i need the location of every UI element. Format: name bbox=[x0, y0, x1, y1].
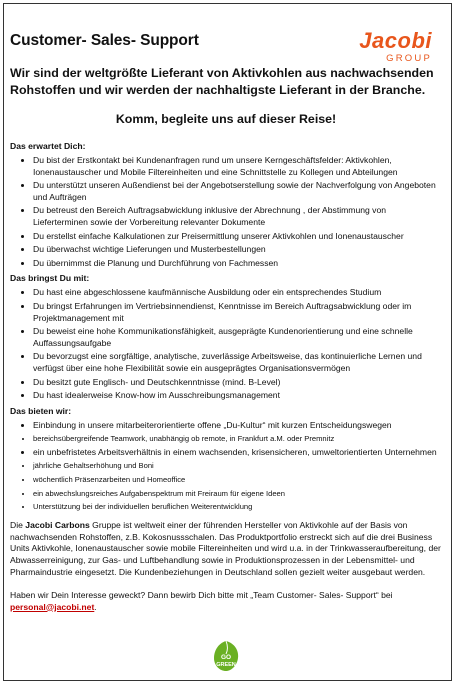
section-title: Das erwartet Dich: bbox=[10, 141, 86, 151]
section-title: Das bringst Du mit: bbox=[10, 273, 90, 284]
call-to-action bbox=[10, 590, 442, 614]
list-item: • Du bist der Erstkontakt bei Kundenanfragen rund um unsere Kerngeschäftsfelder: Aktivkohlen, Ionenaustauscher und Mobile Filtereinheiten und eine Schnittstelle zu Kollegen und Abteilungen bbox=[33, 155, 442, 178]
intro-text: Wir sind der weltgrößte Lieferant von Aktivkohlen aus nachwachsenden Rohstoffen und wir werden der nachhaltigste Lieferant in der Branche. bbox=[10, 66, 434, 97]
go-green-badge bbox=[212, 640, 240, 672]
list-item: • wöchentlich Präsenzarbeiten und Homeoffice bbox=[33, 474, 442, 486]
list-item: • Unterstützung bei der individuellen beruflichen Weiterentwicklung bbox=[33, 501, 442, 513]
list-item: • Du überwachst wichtige Lieferungen und Musterbestellungen bbox=[33, 244, 442, 256]
section-expectations bbox=[10, 141, 442, 269]
job-posting bbox=[10, 6, 442, 613]
about-text: Gruppe ist weltweit einer der führenden Hersteller von Aktivkohle auf der Basis von nachwachsenden Rohstoffen, z.B. Kokosnussschalen. Das Produktportfolio erstreckt sich auf die drei Business Units Aktivkohle, Ionenaustauscher sowie mobile Filtereinheiten und wird u.a. in der Trinkwasseraufbereitung, der Abwasserreinigung, zur Gas- und Luftbehandlung sowie in Produktionsprozessen in der Lebensmittel- und Pharmaindustrie eingesetzt. Die Kundenbeziehungen in Deutschland sollen gezielt weiter ausgebaut werden. bbox=[10, 519, 441, 578]
list-item: • Du unterstützt unseren Außendienst bei der Angebotserstellung sowie der Nachverfolgung von Angeboten und Aufträgen bbox=[33, 180, 442, 203]
list-item: • Du übernimmst die Planung und Durchführung von Fachmessen bbox=[33, 258, 442, 270]
header bbox=[10, 6, 442, 66]
list-item: • Du betreust den Bereich Auftragsabwicklung inklusive der Abrechnung , der Abstimmung von Lieferterminen sowie der Vorbereitung relevanter Dokumente bbox=[33, 205, 442, 228]
list-item: • jährliche Gehaltserhöhung und Boni bbox=[33, 460, 442, 472]
svg-text:Jacobi: Jacobi bbox=[359, 28, 432, 53]
email-link[interactable]: personal@jacobi.net bbox=[10, 601, 95, 612]
svg-text:GROUP: GROUP bbox=[386, 53, 432, 64]
svg-text:GREEN: GREEN bbox=[216, 662, 236, 668]
section-requirements bbox=[10, 273, 442, 401]
list-item: • ein abwechslungsreiches Aufgabenspektrum mit Freiraum für eigene Ideen bbox=[33, 488, 442, 500]
company-description bbox=[10, 520, 442, 579]
requirements-list bbox=[10, 287, 442, 401]
list-item: • Du besitzt gute Englisch- und Deutschkenntnisse (mind. B-Level) bbox=[33, 377, 442, 389]
list-item: • Du bringst Erfahrungen im Vertriebsinnendienst, Kenntnisse im Bereich Auftragsabwicklung oder im Projektmanagement mit bbox=[33, 301, 442, 324]
offer-list bbox=[10, 420, 442, 513]
jacobi-logo bbox=[330, 26, 434, 66]
claim-text: Komm, begleite uns auf dieser Reise! bbox=[115, 112, 337, 126]
cta-text: Haben wir Dein Interesse geweckt? Dann bewirb Dich bitte mit „Team Customer- Sales- Support“ bei bbox=[10, 589, 393, 600]
cta-suffix: . bbox=[94, 601, 97, 612]
expectations-list bbox=[10, 155, 442, 269]
list-item: • Du beweist eine hohe Kommunikationsfähigkeit, ausgeprägte Kundenorientierung und eine schnelle Auffassungsaufgabe bbox=[33, 326, 442, 349]
section-title: Das bieten wir: bbox=[10, 405, 72, 416]
list-item: • Du hast eine abgeschlossene kaufmännische Ausbildung oder ein entsprechendes Studium bbox=[33, 287, 442, 299]
list-item: • Du hast idealerweise Know-how im Ausschreibungsmanagement bbox=[33, 390, 442, 402]
list-item: • bereichsübergreifende Teamwork, unabhängig ob remote, in Frankfurt a.M. oder Premnitz bbox=[33, 433, 442, 445]
list-item: • Einbindung in unsere mitarbeiterorientierte offene „Du-Kultur“ mit kurzen Entscheidungswegen bbox=[33, 420, 442, 432]
list-item: • Du erstellst einfache Kalkulationen zur Preisermittlung unserer Aktivkohlen und Ionenaustauscher bbox=[33, 231, 442, 243]
section-offer bbox=[10, 406, 442, 513]
list-item: • Du bevorzugst eine sorgfältige, analytische, zuverlässige Arbeitsweise, das kontinuierliche Lernen und verfügst über eine hohe Flexibilität sowie ein ausgeprägtes Organisationsvermögen bbox=[33, 351, 442, 374]
about-prefix: Die bbox=[10, 519, 26, 530]
svg-text:GO: GO bbox=[220, 654, 232, 661]
job-title: Customer- Sales- Support bbox=[10, 32, 199, 49]
company-name: Jacobi Carbons bbox=[25, 519, 90, 530]
list-item: • ein unbefristetes Arbeitsverhältnis in einem wachsenden, krisensicheren, umweltorientierten Unternehmen bbox=[33, 447, 442, 459]
